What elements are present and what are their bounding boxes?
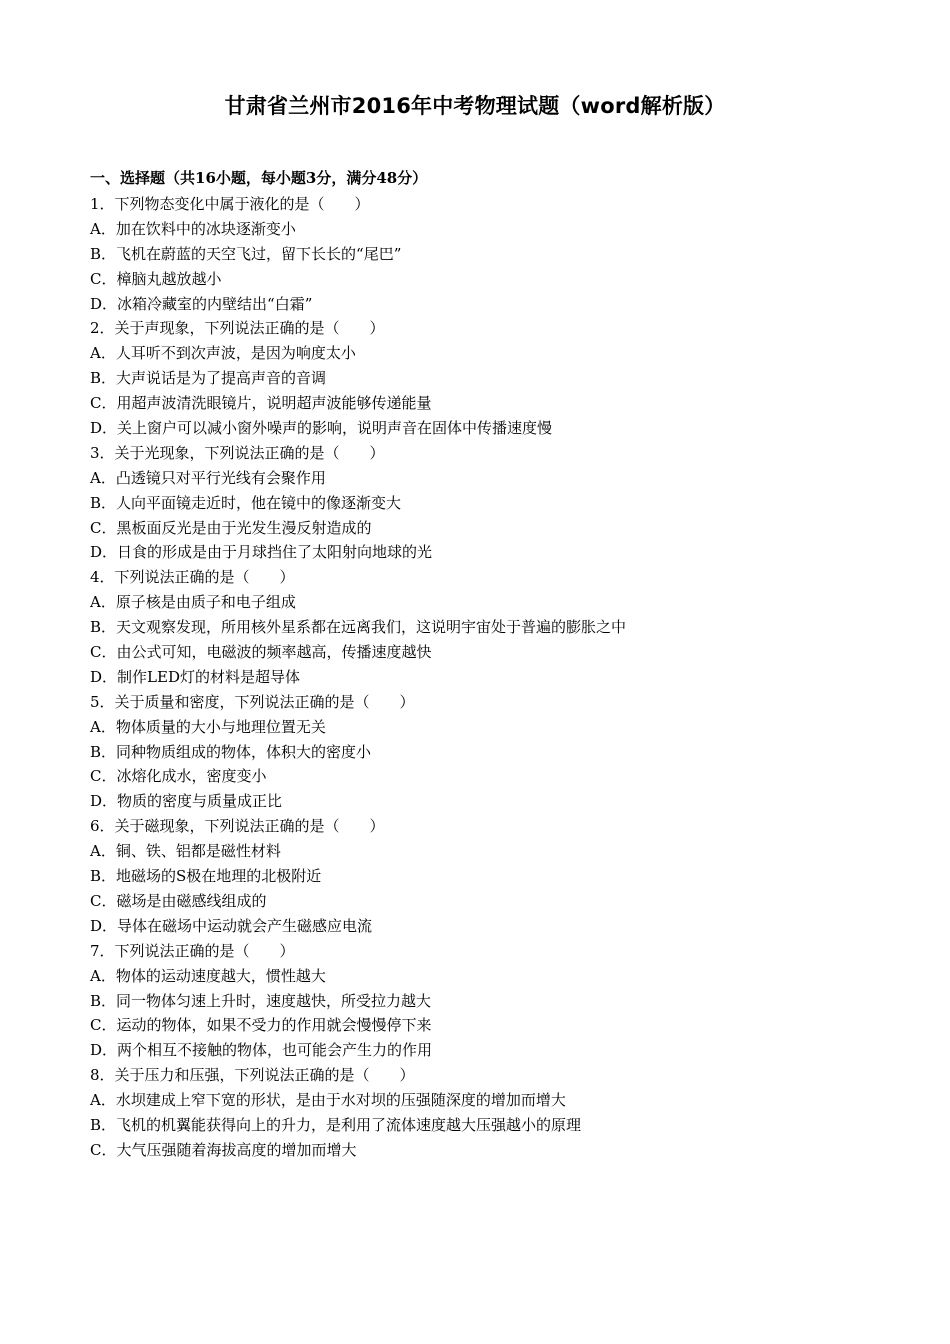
question-stem [90,441,890,466]
option-letter: B． [90,493,117,512]
question-number: 7． [90,941,115,960]
question-stem [90,939,890,964]
question-number: 4． [90,568,115,587]
question-text: 关于质量和密度，下列说法正确的是（ ） [114,692,415,711]
option-text: 导体在磁场中运动就会产生磁感应电流 [117,916,373,935]
option-text: 人向平面镜走近时，他在镜中的像逐渐变大 [116,493,402,512]
option-text: 关上窗户可以减小窗外噪声的影响，说明声音在固体中传播速度慢 [117,419,553,438]
option-text: 黑板面反光是由于光发生漫反射造成的 [116,518,372,537]
question-text: 关于磁现象，下列说法正确的是（ ） [114,817,385,836]
answer-option [90,864,890,889]
question-stem [90,690,890,715]
question-list [90,192,890,1163]
question-text: 关于压力和压强，下列说法正确的是（ ） [114,1066,415,1085]
option-text: 铜、铁、铝都是磁性材料 [115,842,281,861]
question-number: 6． [90,817,115,836]
question-number: 1． [90,195,115,213]
question-number: 5． [90,692,115,711]
option-text: 地磁场的S极在地理的北极附近 [116,867,322,886]
option-letter: C． [90,643,117,662]
option-letter: B． [90,742,117,761]
option-letter: A． [90,1091,116,1110]
answer-option [90,640,890,665]
answer-option [90,292,890,317]
answer-option [90,516,890,541]
option-letter: B． [90,1115,117,1134]
option-letter: B． [90,991,117,1010]
question-number: 8． [90,1066,115,1085]
option-text: 水坝建成上窄下宽的形状，是由于水对坝的压强随深度的增加而增大 [115,1091,566,1110]
question-stem [90,1063,890,1088]
answer-option [90,1088,890,1113]
option-letter: B． [90,244,117,263]
option-text: 大声说话是为了提高声音的音调 [116,369,327,388]
option-text: 物质的密度与质量成正比 [117,792,283,811]
option-text: 制作LED灯的材料是超导体 [117,667,300,686]
answer-option [90,341,890,366]
answer-option [90,242,890,267]
option-letter: B． [90,618,117,637]
option-text: 原子核是由质子和电子组成 [115,593,296,612]
option-letter: B． [90,867,117,886]
section-heading: 一、选择题（共16小题，每小题3分，满分48分） [90,169,428,187]
answer-option [90,715,890,740]
answer-option [90,491,890,516]
option-text: 人耳听不到次声波，是因为响度太小 [115,344,356,363]
option-letter: A． [90,717,116,736]
answer-option [90,789,890,814]
option-text: 物体的运动速度越大，惯性越大 [115,966,326,985]
document-title: 甘肃省兰州市2016年中考物理试题（word解析版） [224,94,726,118]
option-letter: C． [90,1016,117,1035]
answer-option [90,665,890,690]
option-text: 日食的形成是由于月球挡住了太阳射向地球的光 [117,543,433,562]
answer-option [90,416,890,441]
answer-option [90,1013,890,1038]
answer-option [90,1113,890,1138]
option-text: 同一物体匀速上升时，速度越快，所受拉力越大 [116,991,432,1010]
answer-option [90,764,890,789]
question-stem [90,192,890,217]
option-text: 飞机在蔚蓝的天空飞过，留下长长的“尾巴” [116,244,402,263]
option-text: 天文观察发现，所用核外星系都在远离我们，这说明宇宙处于普遍的膨胀之中 [116,618,627,637]
answer-option [90,540,890,565]
option-letter: D． [90,419,118,438]
option-text: 冰箱冷藏室的内壁结出“白霜” [117,294,313,313]
question-stem [90,814,890,839]
question-number: 3． [90,443,115,462]
option-text: 同种物质组成的物体，体积大的密度小 [116,742,372,761]
option-text: 物体质量的大小与地理位置无关 [115,717,326,736]
question-text: 下列物态变化中属于液化的是（ ） [114,195,370,213]
option-text: 冰熔化成水，密度变小 [116,767,267,786]
option-text: 用超声波清洗眼镜片，说明超声波能够传递能量 [116,394,432,413]
answer-option [90,989,890,1014]
option-letter: A． [90,344,116,363]
option-letter: A． [90,842,116,861]
answer-option [90,839,890,864]
answer-option [90,964,890,989]
option-text: 磁场是由磁感线组成的 [116,891,267,910]
answer-option [90,1138,890,1163]
answer-option [90,217,890,242]
answer-option [90,1038,890,1063]
question-text: 下列说法正确的是（ ） [114,568,295,587]
answer-option [90,466,890,491]
answer-option [90,740,890,765]
option-letter: C． [90,518,117,537]
question-text: 下列说法正确的是（ ） [114,941,295,960]
option-text: 加在饮料中的冰块逐渐变小 [115,219,296,238]
option-letter: B． [90,369,117,388]
option-letter: C． [90,394,117,413]
answer-option [90,267,890,292]
answer-option [90,366,890,391]
option-letter: C． [90,269,117,288]
option-text: 大气压强随着海拔高度的增加而增大 [116,1140,357,1159]
option-letter: D． [90,543,118,562]
option-letter: D． [90,1041,118,1060]
option-text: 凸透镜只对平行光线有会聚作用 [115,468,326,487]
option-text: 飞机的机翼能获得向上的升力，是利用了流体速度越大压强越小的原理 [116,1115,582,1134]
option-letter: D． [90,916,118,935]
option-letter: A． [90,966,116,985]
question-text: 关于光现象，下列说法正确的是（ ） [114,443,385,462]
question-stem [90,316,890,341]
answer-option [90,391,890,416]
option-letter: A． [90,219,116,238]
option-letter: D． [90,792,118,811]
option-letter: C． [90,891,117,910]
option-letter: A． [90,468,116,487]
option-letter: D． [90,667,118,686]
answer-option [90,590,890,615]
option-letter: D． [90,294,118,313]
answer-option [90,914,890,939]
question-stem [90,565,890,590]
option-text: 运动的物体，如果不受力的作用就会慢慢停下来 [116,1016,432,1035]
option-text: 两个相互不接触的物体，也可能会产生力的作用 [117,1041,433,1060]
option-letter: C． [90,1140,117,1159]
question-text: 关于声现象，下列说法正确的是（ ） [114,319,385,338]
option-text: 樟脑丸越放越小 [116,269,222,288]
answer-option [90,615,890,640]
option-letter: A． [90,593,116,612]
option-text: 由公式可知，电磁波的频率越高，传播速度越快 [116,643,432,662]
question-number: 2． [90,319,115,338]
answer-option [90,889,890,914]
option-letter: C． [90,767,117,786]
